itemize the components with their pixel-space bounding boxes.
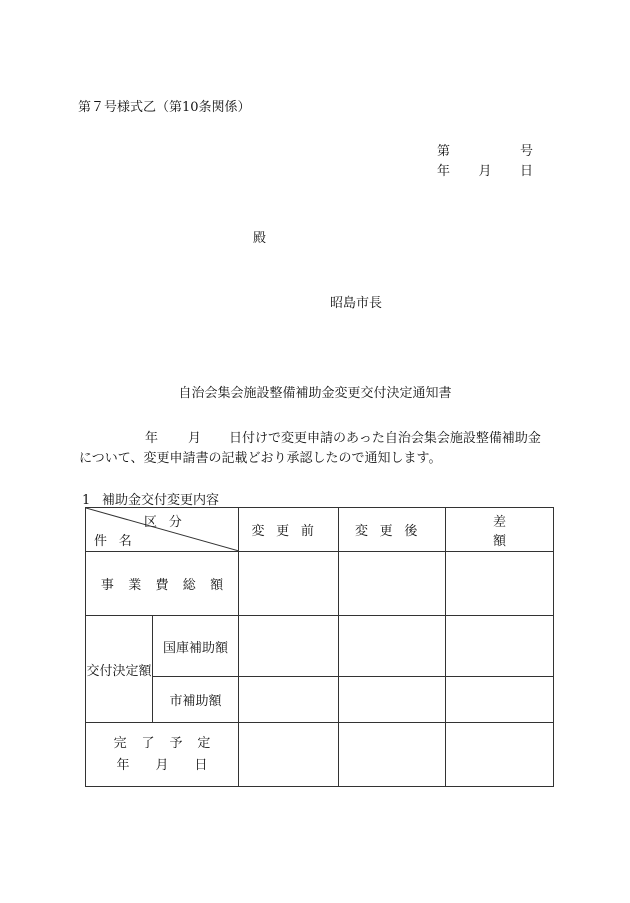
body-month: 月 (188, 431, 202, 446)
cell-total-after[interactable] (339, 552, 446, 616)
section-number: 1 (82, 493, 91, 508)
header-diagonal-cell (86, 508, 239, 552)
cell-completion-after[interactable] (339, 723, 446, 787)
cell-city-before[interactable] (239, 677, 339, 723)
label-city-subsidy: 市補助額 (153, 677, 239, 723)
cell-total-difference[interactable] (446, 552, 554, 616)
label-total-cost-text: 事業費総額 (100, 578, 238, 593)
row-national-subsidy (86, 616, 554, 677)
label-national-subsidy: 国庫補助額 (153, 616, 239, 677)
body-year: 年 (145, 431, 159, 446)
document-title: 自治会集会施設整備補助金変更交付決定通知書 (178, 386, 452, 401)
date-day: 日 (519, 164, 533, 179)
cell-city-after[interactable] (339, 677, 446, 723)
subsidy-change-table (85, 507, 554, 787)
number-prefix: 第 (437, 144, 451, 159)
cell-total-before[interactable] (239, 552, 339, 616)
body-line-2: について、変更申請書の記載どおり承認したので通知します。 (79, 451, 442, 466)
label-completion (86, 723, 239, 787)
table-header-row (86, 508, 554, 552)
cell-national-before[interactable] (239, 616, 339, 677)
addressee-honorific: 殿 (253, 231, 267, 246)
cell-national-difference[interactable] (446, 616, 554, 677)
header-category: 区分 (144, 515, 194, 530)
label-total-cost (86, 552, 239, 616)
date-year: 年 (437, 164, 451, 179)
row-city-subsidy (86, 677, 554, 723)
cell-completion-before[interactable] (239, 723, 339, 787)
section-heading (82, 489, 219, 508)
label-grant-decision: 交付決定額 (86, 616, 153, 723)
header-item-name: 件名 (94, 534, 144, 549)
document-date-line (437, 160, 533, 179)
label-completion-line2: 年 月 日 (116, 757, 208, 773)
date-month: 月 (478, 164, 492, 179)
cell-national-after[interactable] (339, 616, 446, 677)
sender-name: 昭島市長 (330, 296, 383, 311)
header-difference-text: 差額 (492, 514, 548, 549)
label-completion-line1: 完了予定 (113, 735, 226, 751)
header-after: 変更後 (339, 508, 446, 552)
cell-completion-difference[interactable] (446, 723, 554, 787)
cell-city-difference[interactable] (446, 677, 554, 723)
row-completion (86, 723, 554, 787)
header-difference (446, 508, 554, 552)
document-number-line (437, 140, 533, 159)
body-line-1 (145, 427, 541, 446)
section-title: 補助金交付変更内容 (102, 493, 220, 508)
number-suffix: 号 (519, 144, 533, 159)
body-line-1-text: 日付けで変更申請のあった自治会集会施設整備補助金 (229, 431, 541, 446)
row-total-cost (86, 552, 554, 616)
header-before: 変更前 (239, 508, 339, 552)
form-label: 第７号様式乙（第10条関係） (78, 100, 251, 115)
